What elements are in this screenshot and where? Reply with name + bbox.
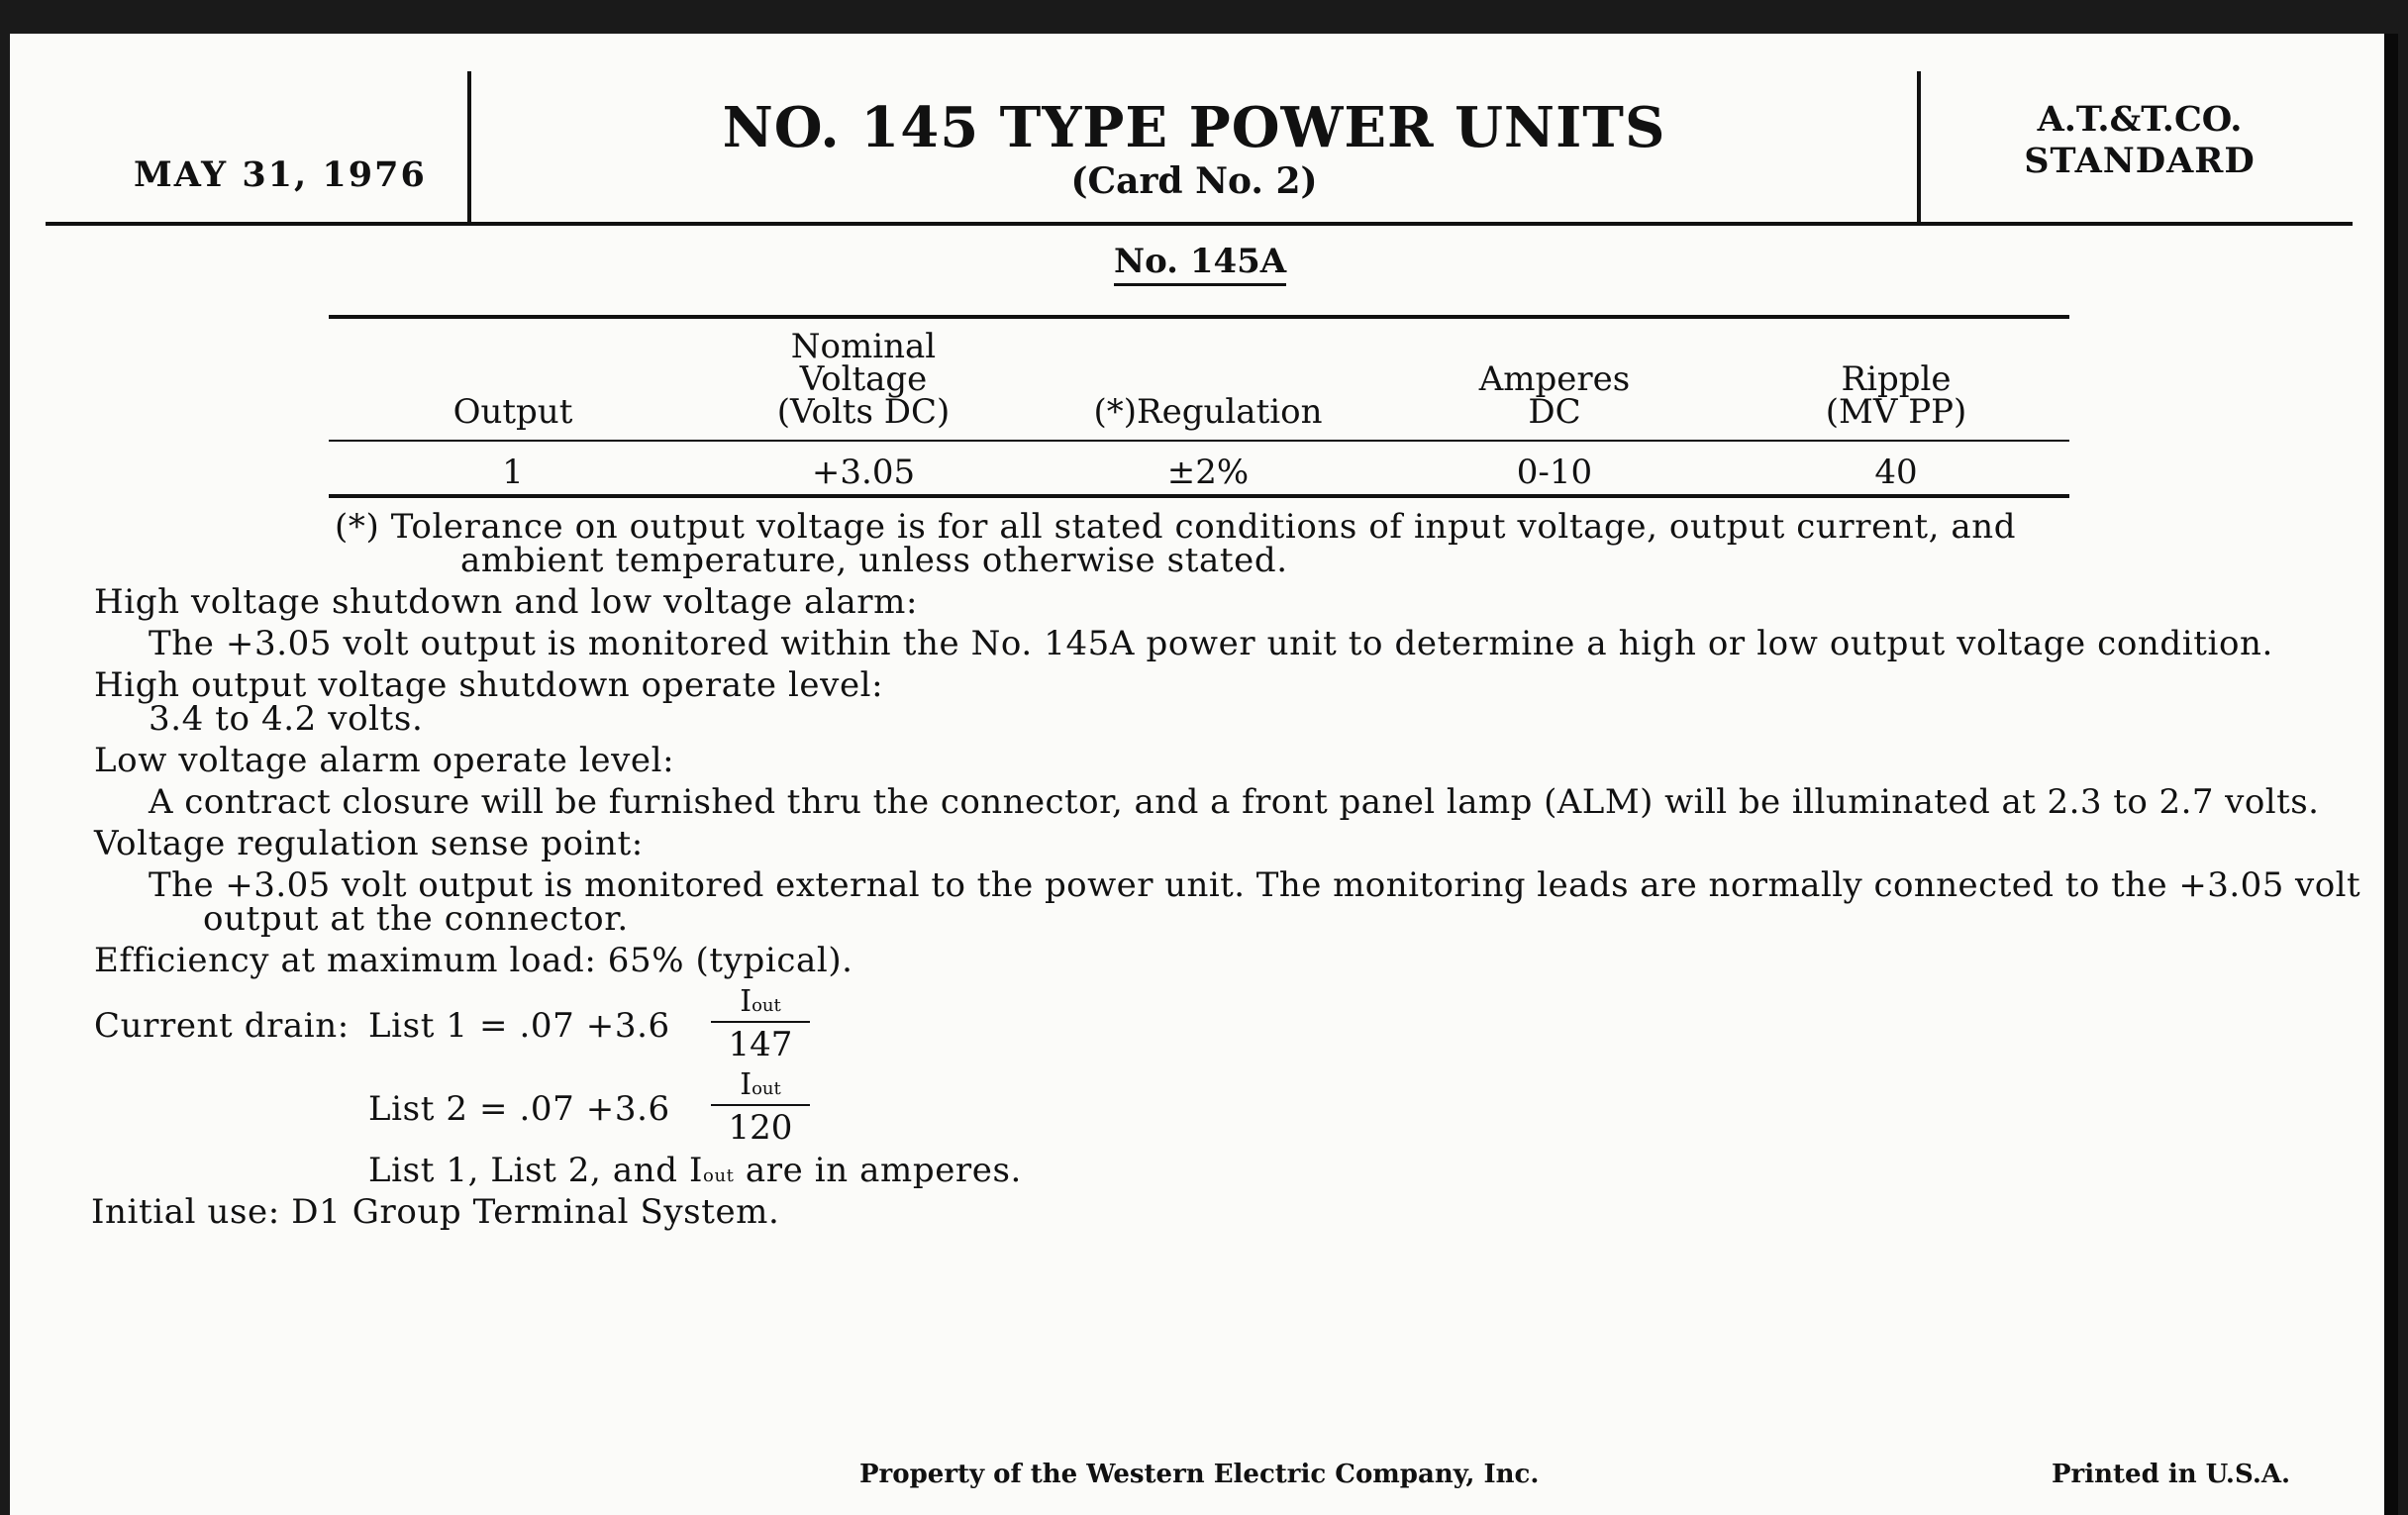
footer-property: Property of the Western Electric Company, Inc.	[859, 1460, 1540, 1489]
table-note-cont: ambient temperature, unless otherwise stated.	[460, 541, 1288, 580]
header-divider-right	[1917, 71, 1921, 222]
standard-card	[10, 34, 2398, 1515]
model-heading: No. 145A	[1114, 242, 1286, 286]
card-subtitle: (Card No. 2)	[1070, 160, 1318, 202]
spec-initial-use: Initial use: D1 Group Terminal System.	[91, 1192, 780, 1232]
spec-text-sense: The +3.05 volt output is monitored external to the power unit. The monitoring leads are normally connected to the +3.05 volt	[149, 865, 2361, 905]
list2-denominator: 120	[728, 1108, 793, 1148]
current-drain-list1-fraction	[711, 984, 810, 1064]
table-bottom-rule	[329, 494, 2069, 498]
current-drain-list2: List 2 = .07 +3.6	[368, 1089, 670, 1129]
spec-current-drain-label: Current drain:	[94, 1006, 350, 1046]
list1-denominator: 147	[728, 1025, 793, 1064]
table-cell-ripple: 40	[1874, 453, 1918, 492]
table-header-amperes: Amperes DC	[1478, 359, 1631, 432]
table-cell-output: 1	[502, 453, 524, 492]
spec-text-sense-cont: output at the connector.	[203, 899, 629, 939]
table-header-voltage: Nominal Voltage (Volts DC)	[776, 327, 951, 432]
table-header-rule	[329, 440, 2069, 442]
spec-heading-hv-shutdown: High voltage shutdown and low voltage alarm:	[94, 582, 919, 622]
table-note: (*) Tolerance on output voltage is for all stated conditions of input voltage, output current, and	[335, 507, 2017, 547]
table-cell-regulation: ±2%	[1166, 453, 1250, 492]
standard-label: STANDARD	[2024, 141, 2256, 181]
footer-printed: Printed in U.S.A.	[2052, 1460, 2291, 1489]
card-date: MAY 31, 1976	[134, 154, 427, 195]
spec-text-lv-alarm: A contract closure will be furnished thru the connector, and a front panel lamp (ALM) will be illuminated at 2.3 to 2.7 volts.	[149, 782, 2320, 822]
current-drain-list2-fraction	[711, 1067, 810, 1148]
table-header-ripple: Ripple (MV PP)	[1825, 359, 1967, 432]
table-cell-amperes: 0-10	[1516, 453, 1593, 492]
header-rule	[46, 222, 2353, 226]
table-top-rule	[329, 315, 2069, 319]
current-drain-units: List 1, List 2, and Iout are in amperes.	[368, 1151, 1022, 1190]
card-title: NO. 145 TYPE POWER UNITS	[722, 95, 1666, 160]
standard-owner: A.T.&T.CO.	[2037, 99, 2243, 140]
spec-text-hv-operate: 3.4 to 4.2 volts.	[149, 699, 424, 739]
spec-text-hv-shutdown: The +3.05 volt output is monitored within the No. 145A power unit to determine a high or low output voltage condition.	[149, 624, 2273, 663]
table-header-output: Output	[452, 392, 573, 432]
spec-efficiency: Efficiency at maximum load: 65% (typical).	[94, 941, 853, 980]
spec-heading-lv-alarm: Low voltage alarm operate level:	[94, 741, 675, 780]
list2-numerator: Iout	[711, 1067, 810, 1106]
current-drain-list1: List 1 = .07 +3.6	[368, 1006, 670, 1046]
table-cell-voltage: +3.05	[811, 453, 916, 492]
spec-heading-sense: Voltage regulation sense point:	[94, 824, 644, 863]
spec-heading-hv-operate: High output voltage shutdown operate level:	[94, 665, 884, 705]
list1-numerator: Iout	[711, 984, 810, 1023]
table-header-regulation: (*)Regulation	[1093, 392, 1323, 432]
